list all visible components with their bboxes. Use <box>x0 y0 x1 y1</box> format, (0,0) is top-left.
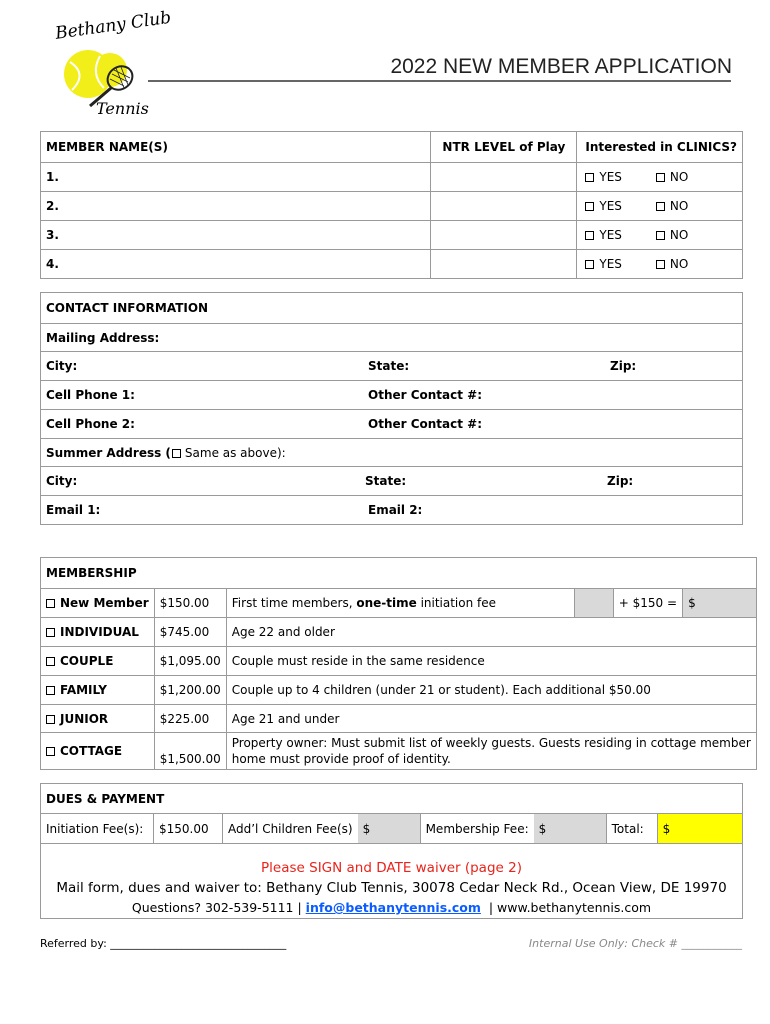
no-label: NO <box>669 228 689 242</box>
membership-table <box>40 557 757 770</box>
dues-heading: DUES & PAYMENT <box>41 784 743 814</box>
new-member-price: $150.00 <box>154 589 226 618</box>
no-checkbox[interactable] <box>656 202 665 211</box>
membership-heading: MEMBERSHIP <box>41 558 757 589</box>
membership-desc: Age 21 and under <box>226 705 756 733</box>
website-text: | www.bethanytennis.com <box>488 900 652 915</box>
new-member-plus-label: + $150 = <box>613 589 682 618</box>
summer-city-field[interactable]: City: <box>41 467 364 496</box>
other-contact-1-field[interactable]: Other Contact #: <box>363 381 743 410</box>
contact-heading: CONTACT INFORMATION <box>41 293 743 324</box>
sign-waiver-note: Please SIGN and DATE waiver (page 2) <box>261 860 522 876</box>
mail-instructions: Mail form, dues and waiver to: Bethany Club Tennis, 30078 Cedar Neck Rd., Ocean View, DE 19970 <box>56 880 727 896</box>
membership-option-row <box>41 676 757 705</box>
member-number[interactable]: 4. <box>41 250 431 279</box>
cottage-desc: Property owner: Must submit list of weekly guests. Guests residing in cottage member home must provide proof of identity. <box>226 733 756 770</box>
cell-phone-1-field[interactable]: Cell Phone 1: <box>41 381 364 410</box>
yes-checkbox[interactable] <box>585 173 594 182</box>
membership-price: $1,095.00 <box>154 647 226 676</box>
member-row <box>41 163 743 192</box>
contact-info-table <box>40 292 743 525</box>
summer-address-label: Summer Address ( <box>46 445 171 460</box>
yes-label: YES <box>599 228 622 242</box>
membership-price: $1,200.00 <box>154 676 226 705</box>
ntr-level-field[interactable] <box>431 250 577 279</box>
membership-checkbox[interactable] <box>46 715 55 724</box>
member-number[interactable]: 3. <box>41 221 431 250</box>
membership-option[interactable]: COUPLE <box>41 647 155 676</box>
children-fee-field[interactable]: $ <box>358 814 421 844</box>
city-field[interactable]: City: <box>41 352 364 381</box>
clinic-choice <box>577 192 743 221</box>
state-field[interactable]: State: <box>363 352 605 381</box>
no-checkbox[interactable] <box>656 231 665 240</box>
no-checkbox[interactable] <box>656 260 665 269</box>
membership-checkbox[interactable] <box>46 686 55 695</box>
summer-state-field[interactable]: State: <box>363 467 605 496</box>
logo-bottom-text: Tennis <box>96 99 149 118</box>
page-title: 2022 NEW MEMBER APPLICATION <box>390 55 732 78</box>
new-member-label: New Member <box>60 596 149 610</box>
membership-option[interactable]: INDIVIDUAL <box>41 618 155 647</box>
membership-fee-label: Membership Fee: <box>420 814 534 844</box>
cell-phone-2-field[interactable]: Cell Phone 2: <box>41 410 364 439</box>
membership-price: $225.00 <box>154 705 226 733</box>
no-label: NO <box>669 170 689 184</box>
ntr-level-field[interactable] <box>431 163 577 192</box>
membership-option[interactable]: COTTAGE <box>41 733 155 770</box>
same-as-above-label: Same as above): <box>184 445 286 460</box>
title-rule <box>148 80 731 82</box>
membership-option[interactable]: JUNIOR <box>41 705 155 733</box>
cottage-price: $1,500.00 <box>154 733 226 770</box>
membership-desc: Couple must reside in the same residence <box>226 647 756 676</box>
clinic-choice <box>577 250 743 279</box>
member-number[interactable]: 1. <box>41 163 431 192</box>
membership-fee-field[interactable]: $ <box>534 814 607 844</box>
membership-price: $745.00 <box>154 618 226 647</box>
member-number[interactable]: 2. <box>41 192 431 221</box>
member-row <box>41 221 743 250</box>
no-label: NO <box>669 257 689 271</box>
membership-desc: Age 22 and older <box>226 618 756 647</box>
clinic-choice <box>577 221 743 250</box>
new-member-amount-field[interactable]: $ <box>683 589 757 618</box>
initiation-fee-value: $150.00 <box>154 814 223 844</box>
yes-checkbox[interactable] <box>585 202 594 211</box>
internal-use-label: Internal Use Only: Check # ___________ <box>528 937 742 950</box>
summer-zip-field[interactable]: Zip: <box>605 467 743 496</box>
member-row <box>41 192 743 221</box>
dues-payment-table <box>40 783 743 919</box>
zip-field[interactable]: Zip: <box>605 352 743 381</box>
membership-checkbox[interactable] <box>46 628 55 637</box>
email-1-field[interactable]: Email 1: <box>41 496 364 525</box>
email-link[interactable]: info@bethanytennis.com <box>305 900 481 915</box>
same-as-above-checkbox[interactable] <box>172 449 181 458</box>
membership-option-row <box>41 705 757 733</box>
total-label: Total: <box>606 814 657 844</box>
membership-option-row <box>41 733 757 770</box>
membership-desc: Couple up to 4 children (under 21 or student). Each additional $50.00 <box>226 676 756 705</box>
ntr-level-header: NTR LEVEL of Play <box>431 132 577 163</box>
member-name-header: MEMBER NAME(S) <box>41 132 431 163</box>
mailing-instructions <box>41 844 743 919</box>
clinics-header: Interested in CLINICS? <box>577 132 743 163</box>
initiation-fee-label: Initiation Fee(s): <box>41 814 154 844</box>
yes-label: YES <box>599 199 622 213</box>
yes-label: YES <box>599 257 622 271</box>
membership-option-row <box>41 647 757 676</box>
new-member-option[interactable] <box>41 589 155 618</box>
new-member-desc: First time members, one-time initiation fee <box>226 589 574 618</box>
membership-checkbox[interactable] <box>46 657 55 666</box>
questions-phone: Questions? 302-539-5111 | <box>131 900 302 915</box>
logo-top-text: Bethany Club <box>54 7 173 44</box>
no-checkbox[interactable] <box>656 173 665 182</box>
other-contact-2-field[interactable]: Other Contact #: <box>363 410 743 439</box>
total-field[interactable]: $ <box>657 814 742 844</box>
ntr-level-field[interactable] <box>431 221 577 250</box>
contact-line <box>46 900 737 915</box>
email-2-field[interactable]: Email 2: <box>363 496 743 525</box>
membership-option-row <box>41 589 757 618</box>
membership-option[interactable]: FAMILY <box>41 676 155 705</box>
member-row <box>41 250 743 279</box>
new-member-gray-cell <box>574 589 613 618</box>
cottage-checkbox[interactable] <box>46 747 55 756</box>
yes-checkbox[interactable] <box>585 231 594 240</box>
yes-checkbox[interactable] <box>585 260 594 269</box>
member-names-table <box>40 131 743 279</box>
no-label: NO <box>669 199 689 213</box>
clinic-choice <box>577 163 743 192</box>
mailing-address-field[interactable]: Mailing Address: <box>41 324 743 352</box>
ntr-level-field[interactable] <box>431 192 577 221</box>
membership-option-row <box>41 618 757 647</box>
summer-address-field[interactable] <box>41 439 743 467</box>
children-fee-label: Add’l Children Fee(s) <box>223 814 358 844</box>
referred-by-field[interactable]: Referred by: ________________________________ <box>40 937 287 950</box>
new-member-checkbox[interactable] <box>46 599 55 608</box>
yes-label: YES <box>599 170 622 184</box>
